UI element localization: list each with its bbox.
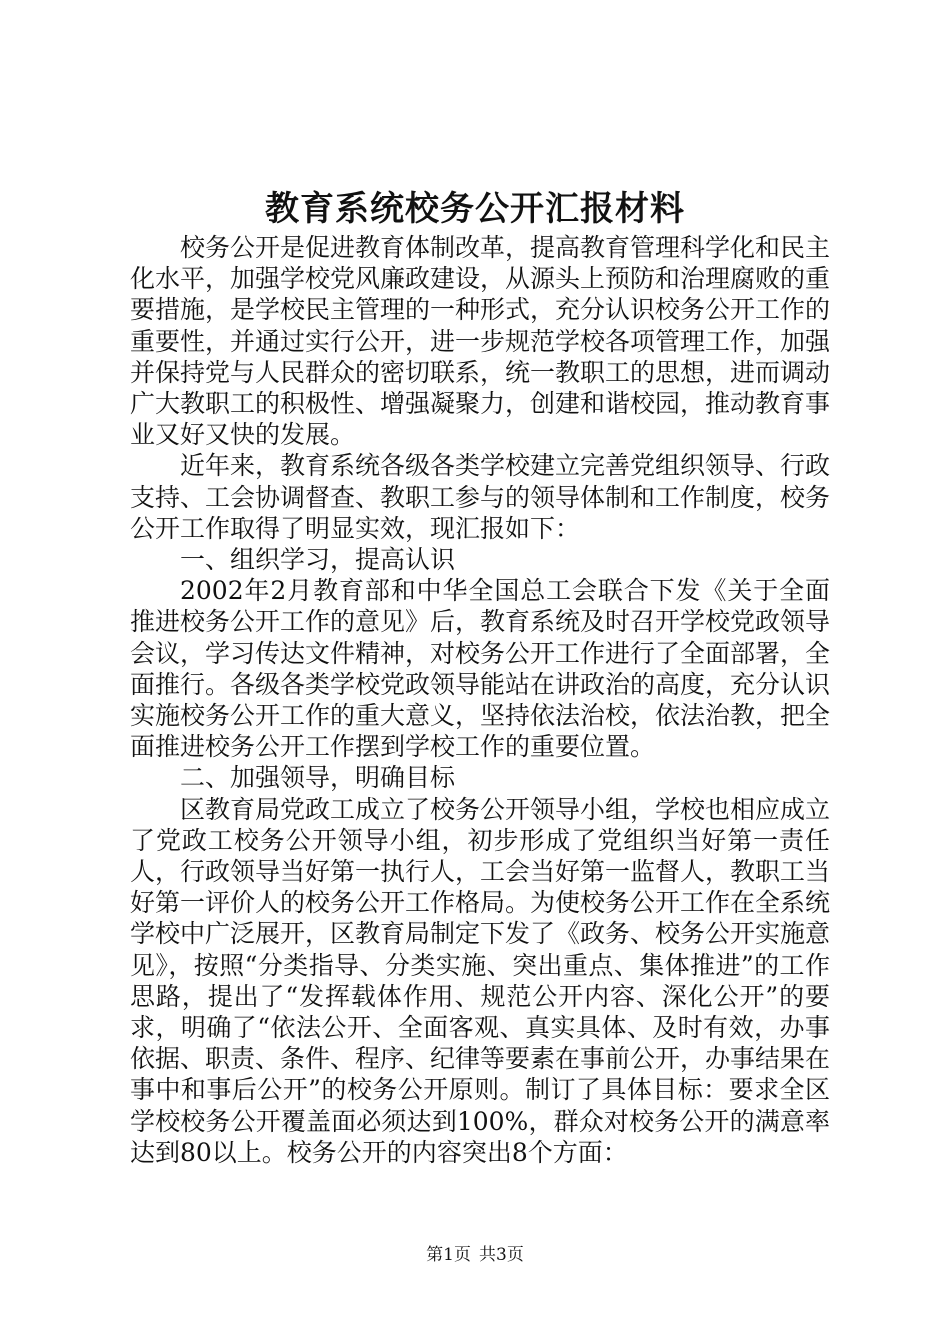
page-total: 共3页: [479, 1245, 524, 1265]
document-body: [130, 232, 830, 1168]
section-heading-2: 二、加强领导，明确目标: [180, 763, 456, 793]
page-number: 第1页: [426, 1245, 471, 1265]
page-footer: [0, 1243, 950, 1267]
paragraph-intro: 校务公开是促进教育体制改革，提高教育管理科学化和民主化水平，加强学校党风廉政建设，从源头上预防和治理腐败的重要措施，是学校民主管理的一种形式，充分认识校务公开工作的重要性，并通过实行公开，进一步规范学校各项管理工作，加强并保持党与人民群众的密切联系，统一教职工的思想，进而调动广大教职工的积极性、增强凝聚力，创建和谐校园，推动教育事业又好又快的发展。: [130, 233, 831, 450]
paragraph-summary: 近年来，教育系统各级各类学校建立完善党组织领导、行政支持、工会协调督查、教职工参与的领导体制和工作制度，校务公开工作取得了明显实效，现汇报如下：: [130, 451, 831, 543]
paragraph-section-1: 2002年2月教育部和中华全国总工会联合下发《关于全面推进校务公开工作的意见》后，教育系统及时召开学校党政领导会议，学习传达文件精神，对校务公开工作进行了全面部署，全面推行。各级各类学校党政领导能站在讲政治的高度，充分认识实施校务公开工作的重大意义，坚持依法治校，依法治教，把全面推进校务公开工作摆到学校工作的重要位置。: [130, 576, 831, 762]
section-heading-1: 一、组织学习，提高认识: [180, 545, 456, 575]
paragraph-section-2: 区教育局党政工成立了校务公开领导小组，学校也相应成立了党政工校务公开领导小组，初步形成了党组织当好第一责任人，行政领导当好第一执行人，工会当好第一监督人，教职工当好第一评价人的校务公开工作格局。为使校务公开工作在全系统学校中广泛展开，区教育局制定下发了《政务、校务公开实施意见》，按照“分类指导、分类实施、突出重点、集体推进”的工作思路，提出了“发挥载体作用、规范公开内容、深化公开”的要求，明确了“依法公开、全面客观、真实具体、及时有效，办事依据、职责、条件、程序、纪律等要素在事前公开，办事结果在事中和事后公开”的校务公开原则。制订了具体目标：要求全区学校校务公开覆盖面必须达到100%，群众对校务公开的满意率达到80以上。校务公开的内容突出8个方面：: [130, 794, 831, 1167]
document-title: 教育系统校务公开汇报材料: [265, 189, 685, 229]
